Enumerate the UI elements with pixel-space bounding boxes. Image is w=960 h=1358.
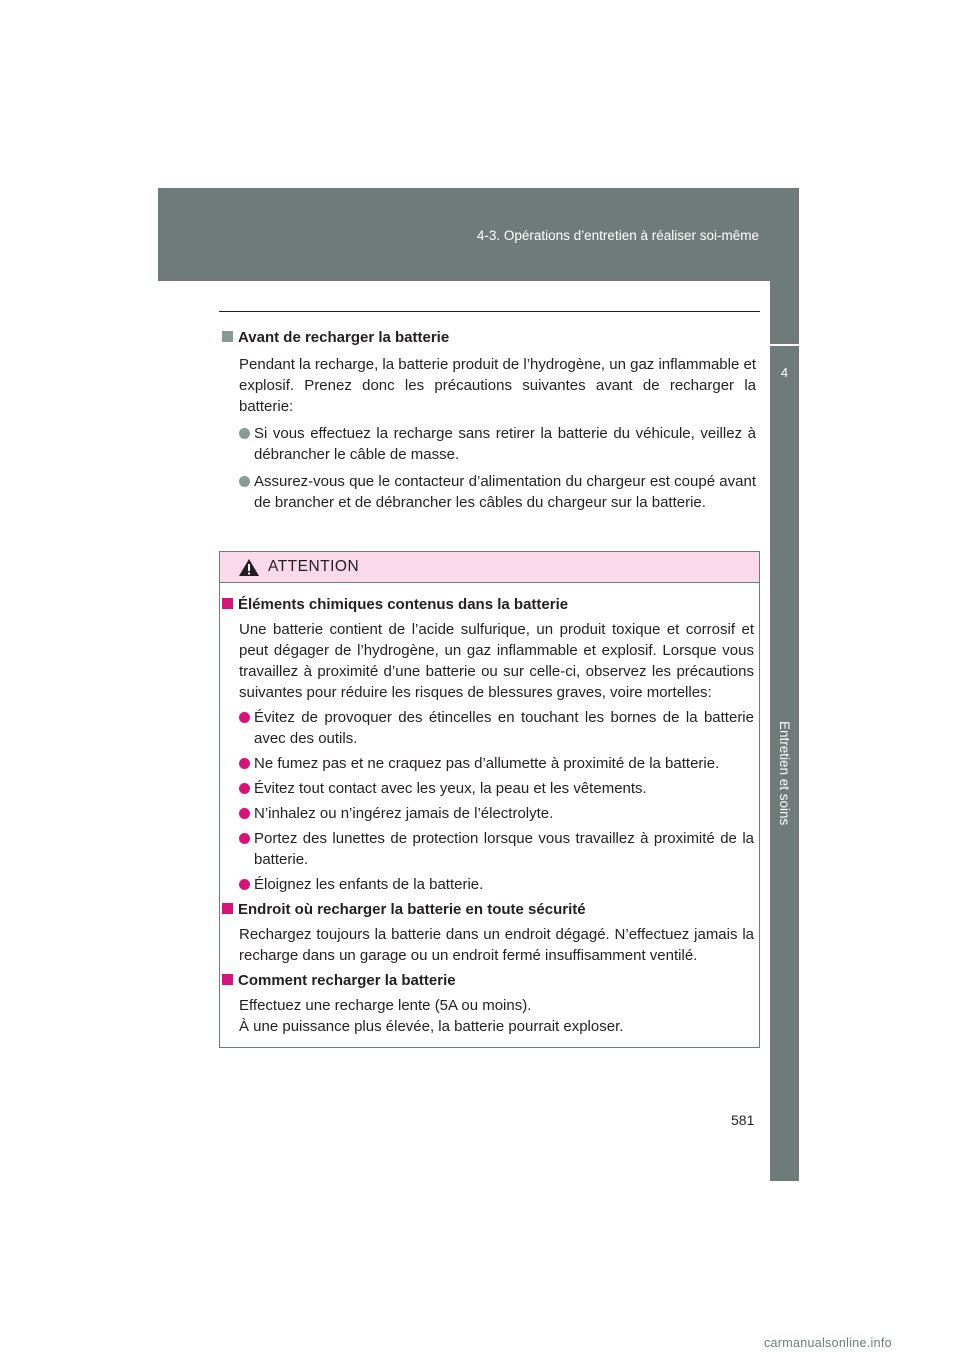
warning-heading: Éléments chimiques contenus dans la batterie (222, 594, 754, 615)
intro-bullet: Assurez-vous que le contacteur d’alimentation du chargeur est coupé avant de brancher et de débrancher les câbles du chargeur sur la batterie. (239, 471, 756, 513)
side-tab-divider (770, 345, 799, 346)
warning-title: ATTENTION (268, 558, 360, 575)
warning-line: Effectuez une recharge lente (5A ou moins). (239, 997, 532, 1014)
side-tab-number-box (770, 281, 799, 380)
warning-paragraph (239, 995, 754, 1037)
warning-heading: Comment recharger la batterie (222, 970, 754, 991)
chapter-title: 4-3. Opérations d’entretien à réaliser soi-même (476, 228, 759, 243)
warning-header (220, 552, 759, 583)
page-header (158, 188, 799, 281)
square-bullet-icon (222, 903, 233, 914)
page-number: 581 (731, 1112, 755, 1128)
warning-body (222, 594, 754, 1037)
round-bullet-icon (239, 783, 250, 794)
warning-bullet: Éloignez les enfants de la batterie. (239, 874, 754, 895)
intro-bullet: Si vous effectuez la recharge sans retirer la batterie du véhicule, veillez à débrancher le câble de masse. (239, 423, 756, 465)
square-bullet-icon (222, 331, 233, 342)
square-bullet-icon (222, 598, 233, 609)
warning-triangle-icon (238, 558, 260, 577)
round-bullet-icon (239, 808, 250, 819)
top-rule (219, 311, 760, 312)
round-bullet-icon (239, 476, 250, 487)
round-bullet-icon (239, 833, 250, 844)
round-bullet-icon (239, 879, 250, 890)
round-bullet-icon (239, 758, 250, 769)
side-tab-label-box (770, 693, 799, 853)
intro-paragraph: Pendant la recharge, la batterie produit de l’hydrogène, un gaz inflammable et explosif. Prenez donc les précautions suivantes avant de recharger la batterie: (239, 356, 756, 415)
warning-bullet: Évitez de provoquer des étincelles en touchant les bornes de la batterie avec des outils. (239, 707, 754, 749)
warning-bullet: N’inhalez ou n’ingérez jamais de l’électrolyte. (239, 803, 754, 824)
warning-bullet: Ne fumez pas et ne craquez pas d’allumette à proximité de la batterie. (239, 753, 754, 774)
watermark: carmanualsonline.info (764, 1336, 892, 1350)
side-tab-number: 4 (780, 365, 789, 380)
warning-bullet: Portez des lunettes de protection lorsque vous travaillez à proximité de la batterie. (239, 828, 754, 870)
warning-line: À une puissance plus élevée, la batterie pourrait exploser. (239, 1018, 624, 1035)
warning-paragraph: Rechargez toujours la batterie dans un endroit dégagé. N’effectuez jamais la recharge dans un garage ou un endroit fermé insuffisamment ventilé. (239, 926, 754, 964)
warning-paragraph: Une batterie contient de l’acide sulfurique, un produit toxique et corrosif et peut dégager de l’hydrogène, un gaz inflammable et explosif. Lorsque vous travaillez à proximité d’une batterie ou sur celle-ci, observez les précautions suivantes pour réduire les risques de blessures graves, voire mortelles: (239, 621, 754, 701)
round-bullet-icon (239, 712, 250, 723)
round-bullet-icon (239, 428, 250, 439)
intro-heading: Avant de recharger la batterie (222, 327, 756, 348)
warning-box (219, 551, 760, 1048)
warning-heading: Endroit où recharger la batterie en toute sécurité (222, 899, 754, 920)
warning-bullet: Évitez tout contact avec les yeux, la peau et les vêtements. (239, 778, 754, 799)
side-tab-label: Entretien et soins (777, 720, 792, 826)
square-bullet-icon (222, 974, 233, 985)
intro-section (222, 327, 756, 513)
